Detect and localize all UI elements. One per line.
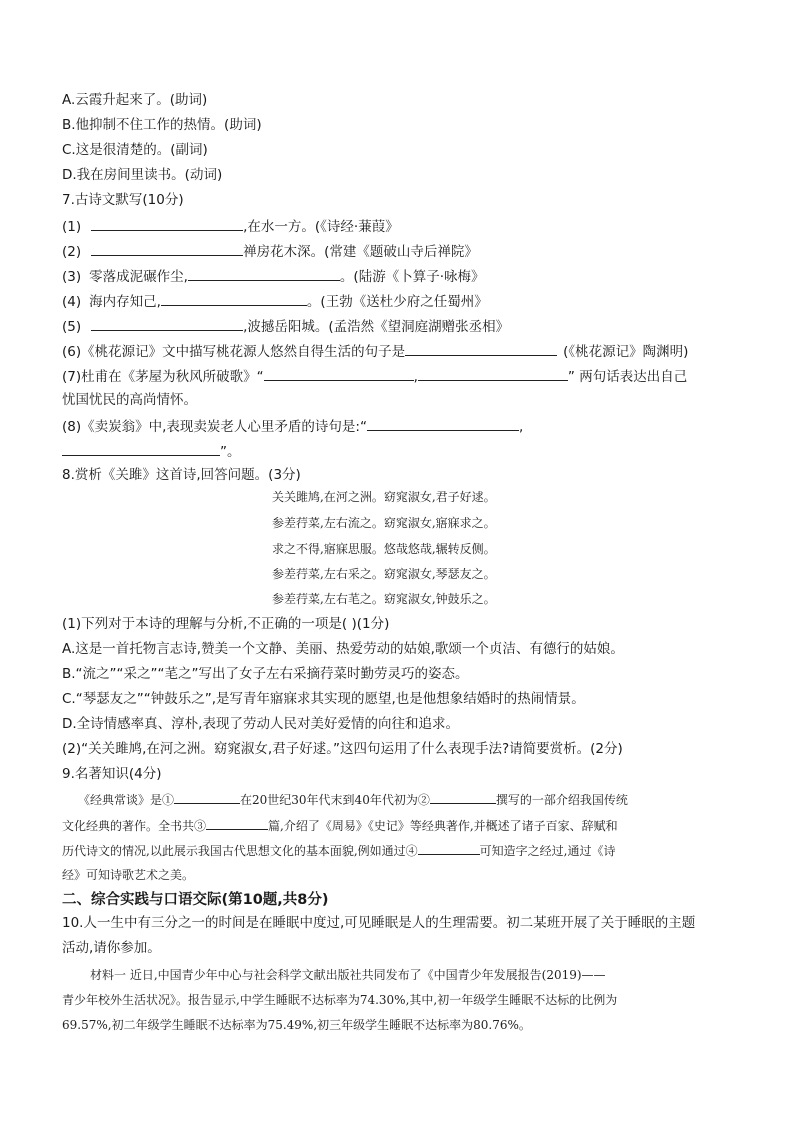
q6-option-a: A.云霞升起来了。(助词) [62,92,208,108]
answer-blank[interactable] [91,240,243,256]
item-text: ,在水一方。(《诗经·蒹葭》 [243,219,399,235]
q7-item-8 [62,415,523,437]
material-1-line-3: 69.57%,初二年级学生睡眠不达标率为75.49%,初三年级学生睡眠不达标率为80.76%。 [62,1018,531,1032]
item-number: (5) [62,319,82,335]
q8-title: 8.赏析《关雎》这首诗,回答问题。(3分) [62,467,301,483]
q7-item-4 [62,290,488,312]
q7-item-8-cont [62,440,241,462]
answer-blank[interactable] [405,340,557,356]
q9-line-4: 经》可知诗歌艺术之美。 [62,868,195,882]
q6-option-b: B.他抑制不住工作的热情。(助词) [62,117,262,133]
q10-text-cont: 活动,请你参加。 [62,940,161,956]
q9-text: 撰写的一部介绍我国传统 [495,793,628,807]
item-text: (8)《卖炭翁》中,表现卖炭老人心里矛盾的诗句是:“ [62,419,367,435]
q7-item-6 [62,340,688,362]
q8-option-b: B.“流之”“采之”“芼之”写出了女子左右采摘荇菜时勤劳灵巧的姿态。 [62,666,469,682]
section-heading: 二、综合实践与口语交际(第10题,共8分) [62,892,329,908]
q6-option-d: D.我在房间里读书。(动词) [62,167,223,183]
item-number: (1) [62,219,82,235]
item-text: 海内存知己, [89,294,161,310]
item-text: 零落成泥碾作尘, [89,269,188,285]
q9-line-2 [62,816,618,835]
q9-line-1 [78,790,628,809]
item-text: ,波撼岳阳城。(孟浩然《望洞庭湖赠张丞相》 [243,319,510,335]
answer-blank[interactable] [430,790,496,804]
item-number: (3) [62,269,82,285]
answer-blank[interactable] [174,790,240,804]
q6-option-c: C.这是很清楚的。(副词) [62,142,208,158]
q8-option-d: D.全诗情感率真、淳朴,表现了劳动人民对美好爱情的向往和追求。 [62,716,459,732]
q10-text: 10.人一生中有三分之一的时间是在睡眠中度过,可见睡眠是人的生理需要。初二某班开展了关于睡眠的主题 [62,915,696,931]
q9-text: 历代诗文的情况,以此展示我国古代思想文化的基本面貌,例如通过④ [62,844,418,858]
q9-text: 可知造字之经过,通过《诗 [479,844,616,858]
item-text: ”。 [220,444,241,460]
q8-option-a: A.这是一首托物言志诗,赞美一个文静、美丽、热爱劳动的姑娘,歌颂一个贞洁、有德行的姑娘。 [62,641,624,657]
q9-text: 在20世纪30年代末到40年代初为② [240,793,430,807]
item-text: (6)《桃花源记》文中描写桃花源人悠然自得生活的句子是 [62,344,406,360]
answer-blank[interactable] [367,415,519,431]
q9-title: 9.名著知识(4分) [62,766,162,782]
q7-item-5 [62,315,509,337]
item-text: , [413,369,418,385]
answer-blank[interactable] [188,265,340,281]
q7-item-1 [62,215,399,237]
q8-sub2: (2)“关关雎鸠,在河之洲。窈窕淑女,君子好逑。”这四句运用了什么表现手法?请简要赏析。(2分) [62,741,623,757]
poem-line: 关关雎鸠,在河之洲。窈窕淑女,君子好逑。 [272,490,496,504]
answer-blank[interactable] [418,365,568,381]
poem-line: 求之不得,寤寐思服。悠哉悠哉,辗转反侧。 [272,542,496,556]
item-text: (《桃花源记》陶渊明) [563,344,689,360]
item-text: 禅房花木深。(常建《题破山寺后禅院》 [243,244,478,260]
poem-line: 参差荇菜,左右采之。窈窕淑女,琴瑟友之。 [272,567,496,581]
material-1-line-1: 材料一 近日,中国青少年中心与社会科学文献出版社共同发布了《中国青少年发展报告(2019)—— [90,968,606,982]
q9-text: 文化经典的著作。全书共③ [62,819,207,833]
q8-option-c: C.“琴瑟友之”“钟鼓乐之”,是写青年寤寐求其实现的愿望,也是他想象结婚时的热闹情景。 [62,691,585,707]
q7-title: 7.古诗文默写(10分) [62,192,184,208]
q7-item-7 [62,365,687,387]
q7-item-7-cont: 忧国忧民的高尚情怀。 [62,392,197,408]
answer-blank[interactable] [264,365,414,381]
answer-blank[interactable] [91,215,243,231]
answer-blank[interactable] [418,841,480,855]
item-text: (7)杜甫在《茅屋为秋风所破歌》“ [62,369,264,385]
q8-sub1: (1)下列对于本诗的理解与分析,不正确的一项是( )(1分) [62,616,390,632]
q9-line-3 [62,841,615,860]
item-number: (2) [62,244,82,260]
item-text: ” 两句话表达出自己 [567,369,688,385]
poem-line: 参差荇菜,左右流之。窈窕淑女,寤寐求之。 [272,516,496,530]
material-1-line-2: 青少年校外生活状况》。报告显示,中学生睡眠不达标率为74.30%,其中,初一年级学生睡眠不达标的比例为 [62,993,618,1007]
item-number: (4) [62,294,82,310]
q7-item-3 [62,265,484,287]
answer-blank[interactable] [91,315,243,331]
item-text: 。(王勃《送杜少府之任蜀州》 [306,294,488,310]
answer-blank[interactable] [161,290,307,306]
answer-blank[interactable] [62,440,220,456]
q9-text: 篇,介绍了《周易》《史记》等经典著作,并概述了诸子百家、辞赋和 [268,819,618,833]
item-text: , [518,419,524,435]
answer-blank[interactable] [206,816,268,830]
item-text: 。(陆游《卜算子·咏梅》 [339,269,485,285]
poem-line: 参差荇菜,左右芼之。窈窕淑女,钟鼓乐之。 [272,592,496,606]
q7-item-2 [62,240,478,262]
q9-text: 《经典常谈》是① [78,793,175,807]
